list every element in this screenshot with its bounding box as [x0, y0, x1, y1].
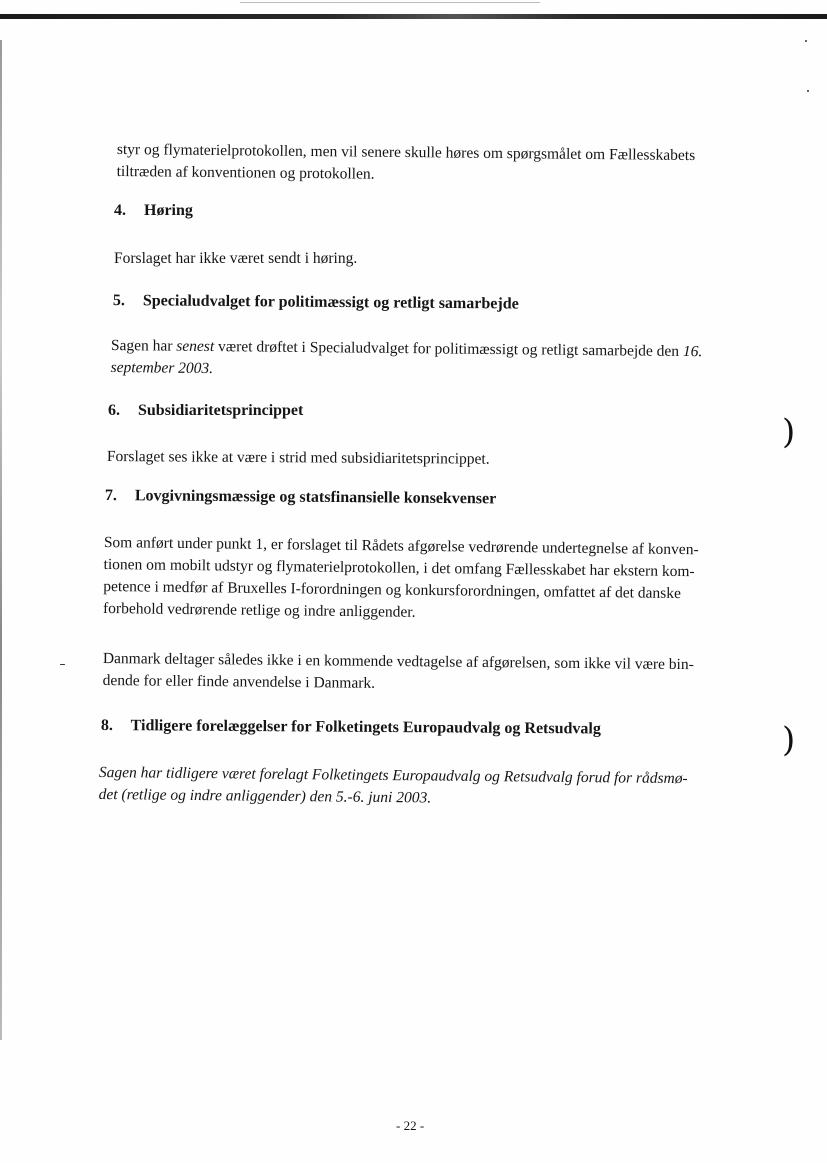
scan-speck — [807, 90, 809, 92]
section-4-heading — [114, 202, 193, 220]
section-7-paragraph-2 — [103, 648, 694, 698]
section-5-line-2: september 2003. — [110, 358, 214, 378]
intro-line-2: tiltræden af konventionen og protokollen. — [116, 162, 375, 183]
section-5-emphasis: senest — [176, 337, 215, 356]
section-8-heading — [101, 717, 601, 738]
page-number: - 22 - — [396, 1118, 425, 1133]
section-7-p1-line-3: petence i medfør af Bruxelles I-forordningen og konkursforordningen, omfattet af det danske — [103, 577, 682, 603]
section-6-body: Forslaget ses ikke at være i strid med subsidiaritetsprincippet. — [106, 447, 490, 468]
section-7-heading — [105, 487, 497, 508]
section-8-body — [99, 762, 688, 812]
section-5-number: 5. — [112, 292, 125, 310]
section-8-title: Tidligere forelæggelser for Folketingets Europaudvalg og Retsudvalg — [130, 717, 601, 738]
scan-speck — [60, 664, 65, 665]
section-5-heading — [113, 292, 519, 314]
section-7-p1-line-1: Som anført under punkt 1, er forslaget til Rådets afgørelse vedrørende undertegnelse af konven- — [103, 533, 699, 559]
section-7-p2-line-2: dende for eller finde anvendelse i Danmark. — [102, 671, 376, 692]
section-7-p2-line-1: Danmark deltager således ikke i en kommende vedtagelse af afgørelsen, som ikke vil være bin- — [102, 649, 694, 674]
binder-hole-mark-upper: ) — [782, 412, 796, 452]
section-7-p1-line-2: tionen om mobilt udstyr og flymaterielprotokollen, i det omfang Fællesskabet har ekstern kom- — [103, 555, 695, 581]
section-5-body — [111, 335, 703, 385]
binder-hole-mark-lower: ) — [782, 720, 796, 760]
section-5-title: Specialudvalget for politimæssigt og retligt samarbejde — [142, 292, 519, 313]
section-7-number: 7. — [104, 487, 117, 505]
intro-line-1: styr og flymaterielprotokollen, men vil senere skulle høres om spørgsmålet om Fællesskabets — [116, 140, 696, 165]
section-4-number: 4. — [114, 202, 126, 219]
section-5-date: 16. — [682, 342, 703, 361]
section-8-line-2: det (retlige og indre anliggender) den 5.-6. juni 2003. — [98, 785, 432, 807]
section-6-number: 6. — [108, 402, 120, 419]
section-8-number: 8. — [100, 717, 113, 735]
scan-top-rule-thin — [240, 2, 540, 3]
section-6-title: Subsidiaritetsprincippet — [138, 402, 304, 419]
section-4-title: Høring — [144, 202, 193, 219]
scan-left-edge — [0, 40, 2, 1040]
section-5-text-cont: været drøftet i Specialudvalget for politimæssigt og retligt samarbejde den — [214, 338, 684, 360]
intro-paragraph — [117, 139, 696, 189]
scan-top-rule — [0, 14, 827, 19]
section-7-p1-line-4: forbehold vedrørende retlige og indre anliggender. — [102, 599, 416, 621]
section-4-body: Forslaget har ikke været sendt i høring. — [114, 250, 358, 267]
section-6-heading — [108, 402, 303, 420]
scan-speck — [805, 40, 807, 42]
section-7-title: Lovgivningsmæssige og statsfinansielle konsekvenser — [134, 487, 497, 508]
section-8-line-1: Sagen har tidligere været forelagt Folketingets Europaudvalg og Retsudvalg forud for rådsmø- — [98, 763, 688, 788]
section-7-paragraph-1 — [103, 532, 699, 627]
section-5-text: Sagen har — [110, 336, 177, 355]
